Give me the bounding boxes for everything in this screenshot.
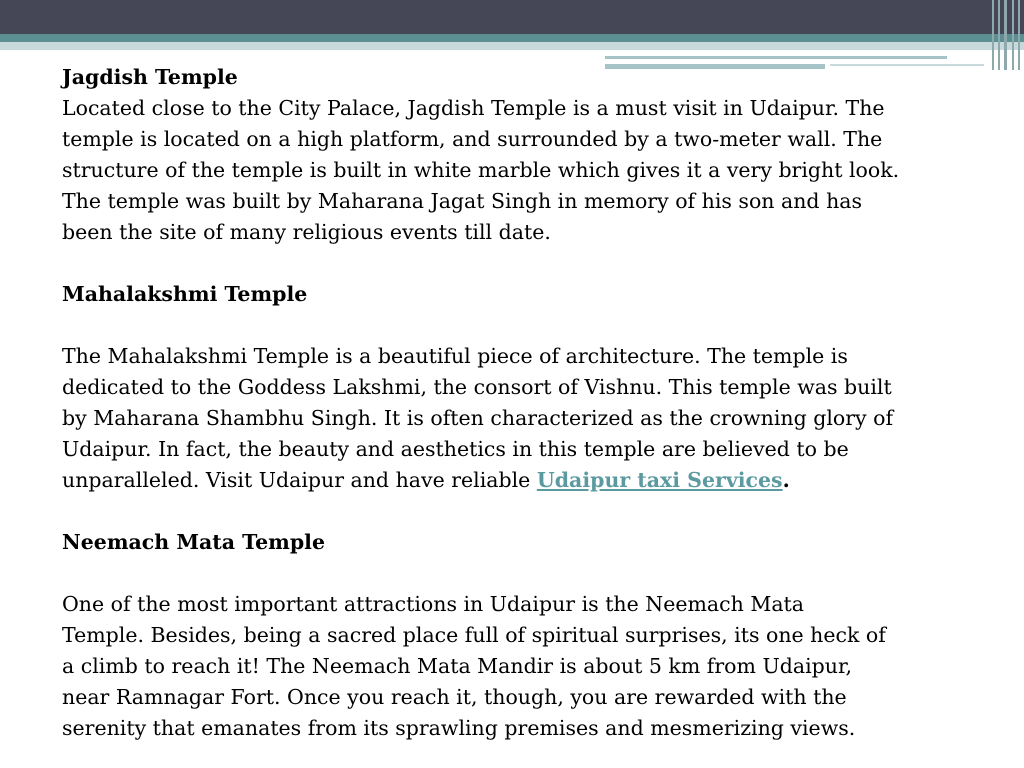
period: . [782, 468, 790, 492]
header-accent-line [605, 56, 947, 59]
body-line: Located close to the City Palace, Jagdish Temple is a must visit in Udaipur. The [62, 96, 885, 120]
udaipur-taxi-services-link[interactable]: Udaipur taxi Services [536, 468, 783, 492]
header-bar-pale [0, 42, 1024, 50]
section-heading: Mahalakshmi Temple [62, 282, 308, 306]
body-line: serenity that emanates from its sprawling premises and mesmerizing views. [62, 716, 856, 740]
body-text: unparalleled. Visit Udaipur and have reliable [62, 468, 537, 492]
section-heading: Jagdish Temple [62, 65, 238, 89]
body-line: a climb to reach it! The Neemach Mata Mandir is about 5 km from Udaipur, [62, 654, 853, 678]
header-bar-dark [0, 0, 1024, 34]
slide-content [62, 62, 972, 744]
body-line: One of the most important attractions in Udaipur is the Neemach Mata [62, 592, 805, 616]
body-line: by Maharana Shambhu Singh. It is often characterized as the crowning glory of [62, 406, 894, 430]
body-line: near Ramnagar Fort. Once you reach it, though, you are rewarded with the [62, 685, 847, 709]
header-bar-teal [0, 34, 1024, 42]
body-line: The Mahalakshmi Temple is a beautiful piece of architecture. The temple is [62, 344, 848, 368]
body-line-with-link [62, 465, 972, 496]
body-line: temple is located on a high platform, and surrounded by a two-meter wall. The [62, 127, 883, 151]
header-vertical-lines [988, 0, 1024, 70]
body-line: been the site of many religious events till date. [62, 220, 551, 244]
body-line: Temple. Besides, being a sacred place full of spiritual surprises, its one heck of [62, 623, 886, 647]
body-line: The temple was built by Maharana Jagat Singh in memory of his son and has [62, 189, 863, 213]
body-line: Udaipur. In fact, the beauty and aesthetics in this temple are believed to be [62, 437, 849, 461]
body-line: structure of the temple is built in white marble which gives it a very bright look. [62, 158, 900, 182]
body-line: dedicated to the Goddess Lakshmi, the consort of Vishnu. This temple was built [62, 375, 892, 399]
section-heading: Neemach Mata Temple [62, 530, 325, 554]
